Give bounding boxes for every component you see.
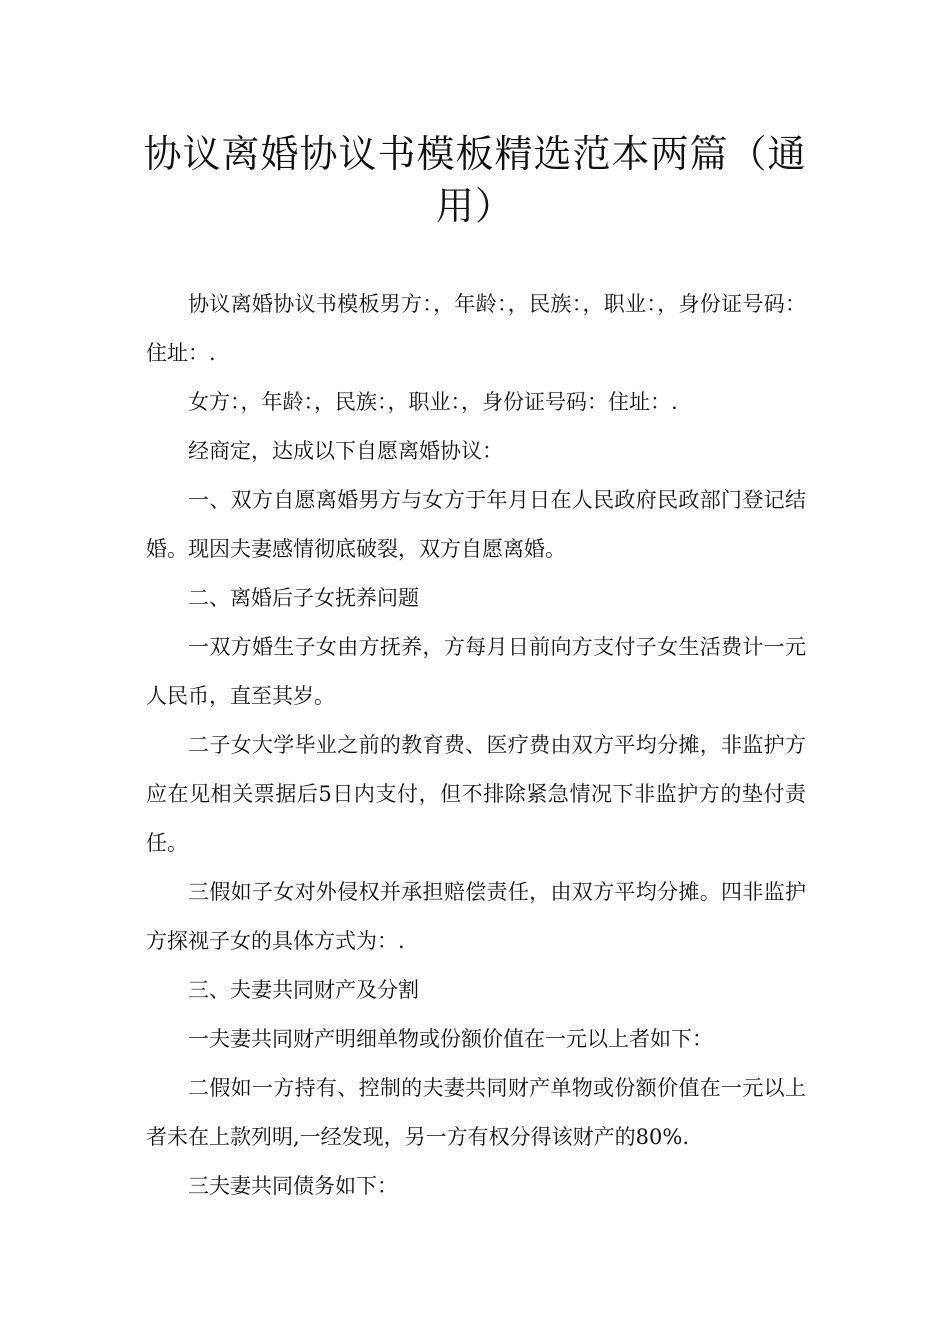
document-title: 协议离婚协议书模板精选范本两篇（通用） xyxy=(143,132,807,228)
paragraph-section-3-item-3: 三夫妻共同债务如下： xyxy=(188,1174,398,1198)
paragraph-section-3-item-2: 二假如一方持有、控制的夫妻共同财产单物或份额价值在一元以上者未在上款列明,一经发现，另一方有权分得该财产的80%. xyxy=(146,1076,806,1149)
paragraph-section-2-item-2: 二子女大学毕业之前的教育费、医疗费由双方平均分摊，非监护方应在见相关票据后5日内支付，但不排除紧急情况下非监护方的垫付责任。 xyxy=(146,733,806,855)
paragraph-section-1: 一、双方自愿离婚男方与女方于年月日在人民政府民政部门登记结婚。现因夫妻感情彻底破裂，双方自愿离婚。 xyxy=(146,488,806,561)
paragraph-party-male: 协议离婚协议书模板男方：，年龄：，民族：，职业：，身份证号码：住址：. xyxy=(146,292,806,365)
paragraph-section-2-heading: 二、离婚后子女抚养问题 xyxy=(188,586,419,610)
paragraph-section-3-heading: 三、夫妻共同财产及分割 xyxy=(188,978,419,1002)
paragraph-section-2-item-3: 三假如子女对外侵权并承担赔偿责任，由双方平均分摊。四非监护方探视子女的具体方式为：. xyxy=(146,880,806,953)
paragraph-agreement-intro: 经商定，达成以下自愿离婚协议： xyxy=(188,439,503,463)
paragraph-section-2-item-1: 一双方婚生子女由方抚养，方每月日前向方支付子女生活费计一元人民币，直至其岁。 xyxy=(146,635,806,708)
document-body xyxy=(146,280,806,1211)
paragraph-party-female: 女方：，年龄：，民族：，职业：，身份证号码：住址：. xyxy=(188,390,678,414)
paragraph-section-3-item-1: 一夫妻共同财产明细单物或份额价值在一元以上者如下： xyxy=(188,1027,713,1051)
